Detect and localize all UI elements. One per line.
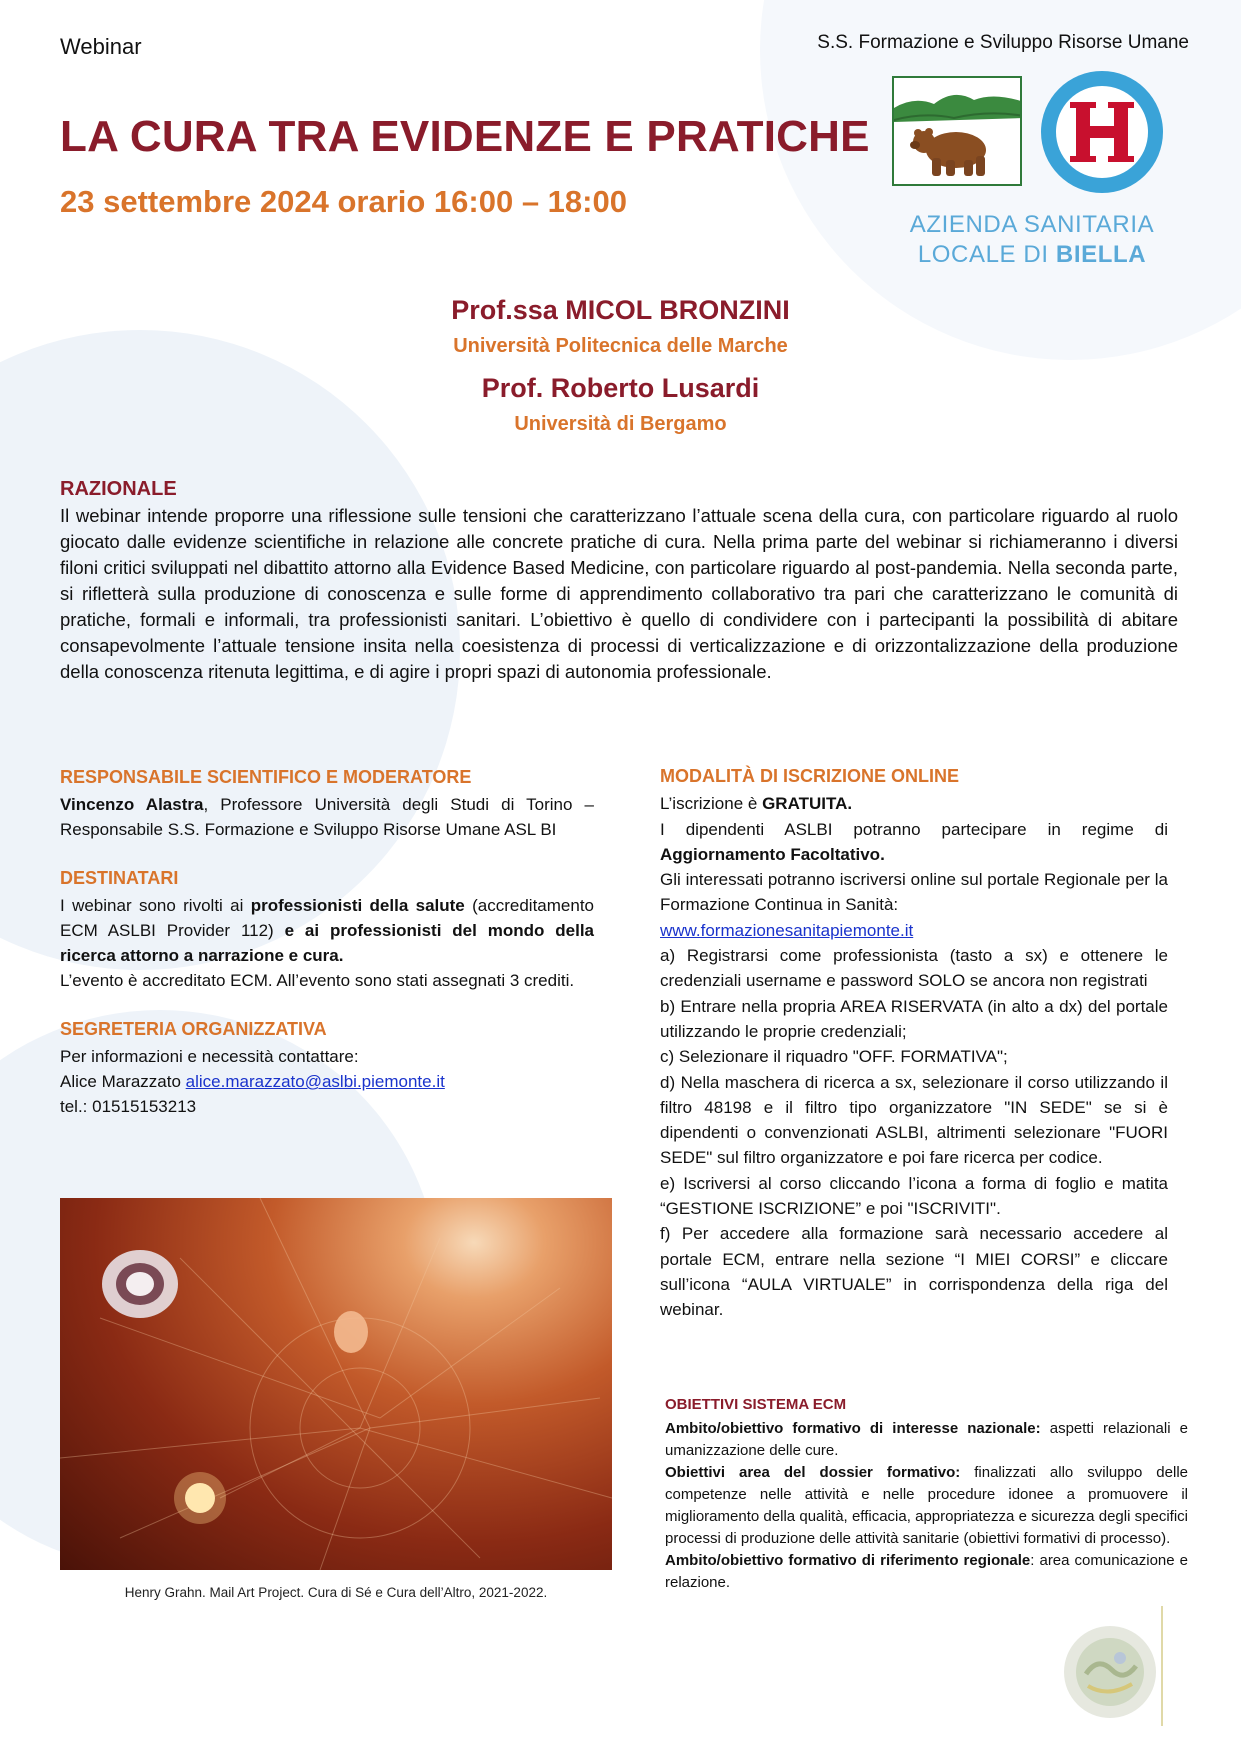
organizer-label: S.S. Formazione e Sviluppo Risorse Umane [817,32,1189,53]
speaker-name: Prof.ssa MICOL BRONZINI [451,295,790,325]
rationale-heading: RAZIONALE [60,478,177,500]
registration-step: a) Registrarsi come professionista (tasto a sx) e ottenere le credenziali username e password SOLO se ancora non registrati [660,946,1168,991]
registration-step: d) Nella maschera di ricerca a sx, selezionare il corso utilizzando il filtro 48198 e il filtro tipo organizzatore "IN SEDE" se si è dipendenti o convenzionati ASLBI, altrimenti selezionare "FUORI SEDE" sul filtro organizzatore e poi fare ricerca per codice. [660,1072,1168,1168]
speakers [0,290,1241,446]
registration-employees: I dipendenti ASLBI potranno partecipare in regime di Aggiornamento Facoltativo. [660,819,1168,864]
event-type-label: Webinar [60,34,142,59]
rationale-text: Il webinar intende proporre una riflessione sulle tensioni che caratterizzano l’attuale scena della cura, con particolare riguardo al ruolo giocato dalle evidenze scientifiche in relazione alle concrete pratiche di cura. Nella prima parte del webinar si richiameranno i diversi filoni critici sviluppati nel dibattito attorno alla Evidence Based Medicine, con particolare riguardo al post-pandemia. Nella seconda parte, si rifletterà sulla produzione di conoscenza e sulle forme di apprendimento collaborativo tra pari che caratterizzano le comunità di pratiche, formali e informali, tra professionisti sanitari. L’obiettivo è quello di condividere con i partecipanti la possibilità di abitare consapevolmente l’attuale tensione insita nella coesistenza di processi di verticalizzazione e di orizzontalizzazione della produzione della conoscenza ritenuta legittima, e di agire i propri spazi di autonomia professionale. [60,505,1178,682]
photo-caption: Henry Grahn. Mail Art Project. Cura di Sé e Cura dell’Altro, 2021-2022. [124,1585,548,1600]
asl-name [900,210,1164,270]
scientific-text: Vincenzo Alastra, Professore Università degli Studi di Torino – Responsabile S.S. Formazione e Sviluppo Risorse Umane ASL BI [60,795,594,839]
event-title: LA CURA TRA EVIDENZE E PRATICHE [60,112,870,161]
registration-step: c) Selezionare il riquadro "OFF. FORMATIVA"; [660,1047,1008,1067]
secretariat-heading: SEGRETERIA ORGANIZZATIVA [60,1019,327,1039]
secretariat-intro: Per informazioni e necessità contattare: [60,1047,359,1066]
registration-step: f) Per accedere alla formazione sarà necessario accedere al portale ECM, entrare nella sezione “I MIEI CORSI” e cliccare sull’icona “AULA VIRTUALE” in corrispondenza della riga del webinar. [660,1224,1168,1320]
ecm-heading: OBIETTIVI SISTEMA ECM [665,1396,847,1413]
left-column [60,765,594,1143]
registration-heading: MODALITÀ DI ISCRIZIONE ONLINE [660,766,959,786]
registration-section [660,764,1168,1323]
audience-section [60,866,594,993]
speaker-affiliation: Università di Bergamo [514,413,727,435]
registration-url-row [660,918,1168,943]
audience-heading: DESTINATARI [60,868,179,888]
secretariat-phone: tel.: 01515153213 [60,1097,197,1116]
portal-link[interactable]: www.formazionesanitapiemonte.it [660,920,914,940]
audience-text: I webinar sono rivolti ai professionisti della salute (accreditamento ECM ASLBI Provider 112) e ai professionisti del mondo della ricerca attorno a narrazione e cura. [60,896,594,965]
ecm-national: Ambito/obiettivo formativo di interesse nazionale: aspetti relazionali e umanizzazione delle cure. [665,1420,1188,1459]
bear-logo-icon [892,76,1022,186]
registration-step: b) Entrare nella propria AREA RISERVATA (in alto a dx) del portale utilizzando le proprie credenziali; [660,996,1168,1041]
ecm-section [665,1394,1188,1594]
asl-name-line2: LOCALE DI BIELLA [917,241,1147,268]
asl-name-line1: AZIENDA SANITARIA [909,211,1155,238]
registration-free: L’iscrizione è GRATUITA. [660,794,853,814]
pensieri-circolari-logo-icon [1058,1602,1186,1730]
scientific-heading: RESPONSABILE SCIENTIFICO E MODERATORE [60,767,472,787]
secretariat-section [60,1017,594,1119]
hospital-seal-icon [1040,70,1164,194]
ecm-regional: Ambito/obiettivo formativo di riferimento regionale: area comunicazione e relazione. [665,1552,1188,1591]
speaker-affiliation: Università Politecnica delle Marche [453,335,788,357]
secretariat-contact: Alice Marazzato alice.marazzato@aslbi.piemonte.it [60,1072,445,1091]
artwork-photo [60,1198,612,1570]
rationale-section [60,478,1178,685]
scientific-section [60,765,594,842]
registration-portal: Gli interessati potranno iscriversi online sul portale Regionale per la Formazione Continua in Sanità: [660,870,1168,915]
ecm-dossier: Obiettivi area del dossier formativo: finalizzati allo sviluppo delle competenze nelle attività e nelle procedure idonee a promuovere il miglioramento della qualità, efficacia, appropriatezza e sicurezza degli specifici processi di produzione delle attività sanitarie (obiettivi formativi di processo). [665,1464,1188,1547]
email-link[interactable]: alice.marazzato@aslbi.piemonte.it [185,1072,445,1091]
event-datetime: 23 settembre 2024 orario 16:00 – 18:00 [60,184,627,219]
audience-credits: L’evento è accreditato ECM. All’evento sono stati assegnati 3 crediti. [60,971,575,990]
speaker-name: Prof. Roberto Lusardi [481,373,760,403]
registration-step: e) Iscriversi al corso cliccando l’icona a forma di foglio e matita “GESTIONE ISCRIZIONE” e poi "ISCRIVITI". [660,1173,1168,1219]
